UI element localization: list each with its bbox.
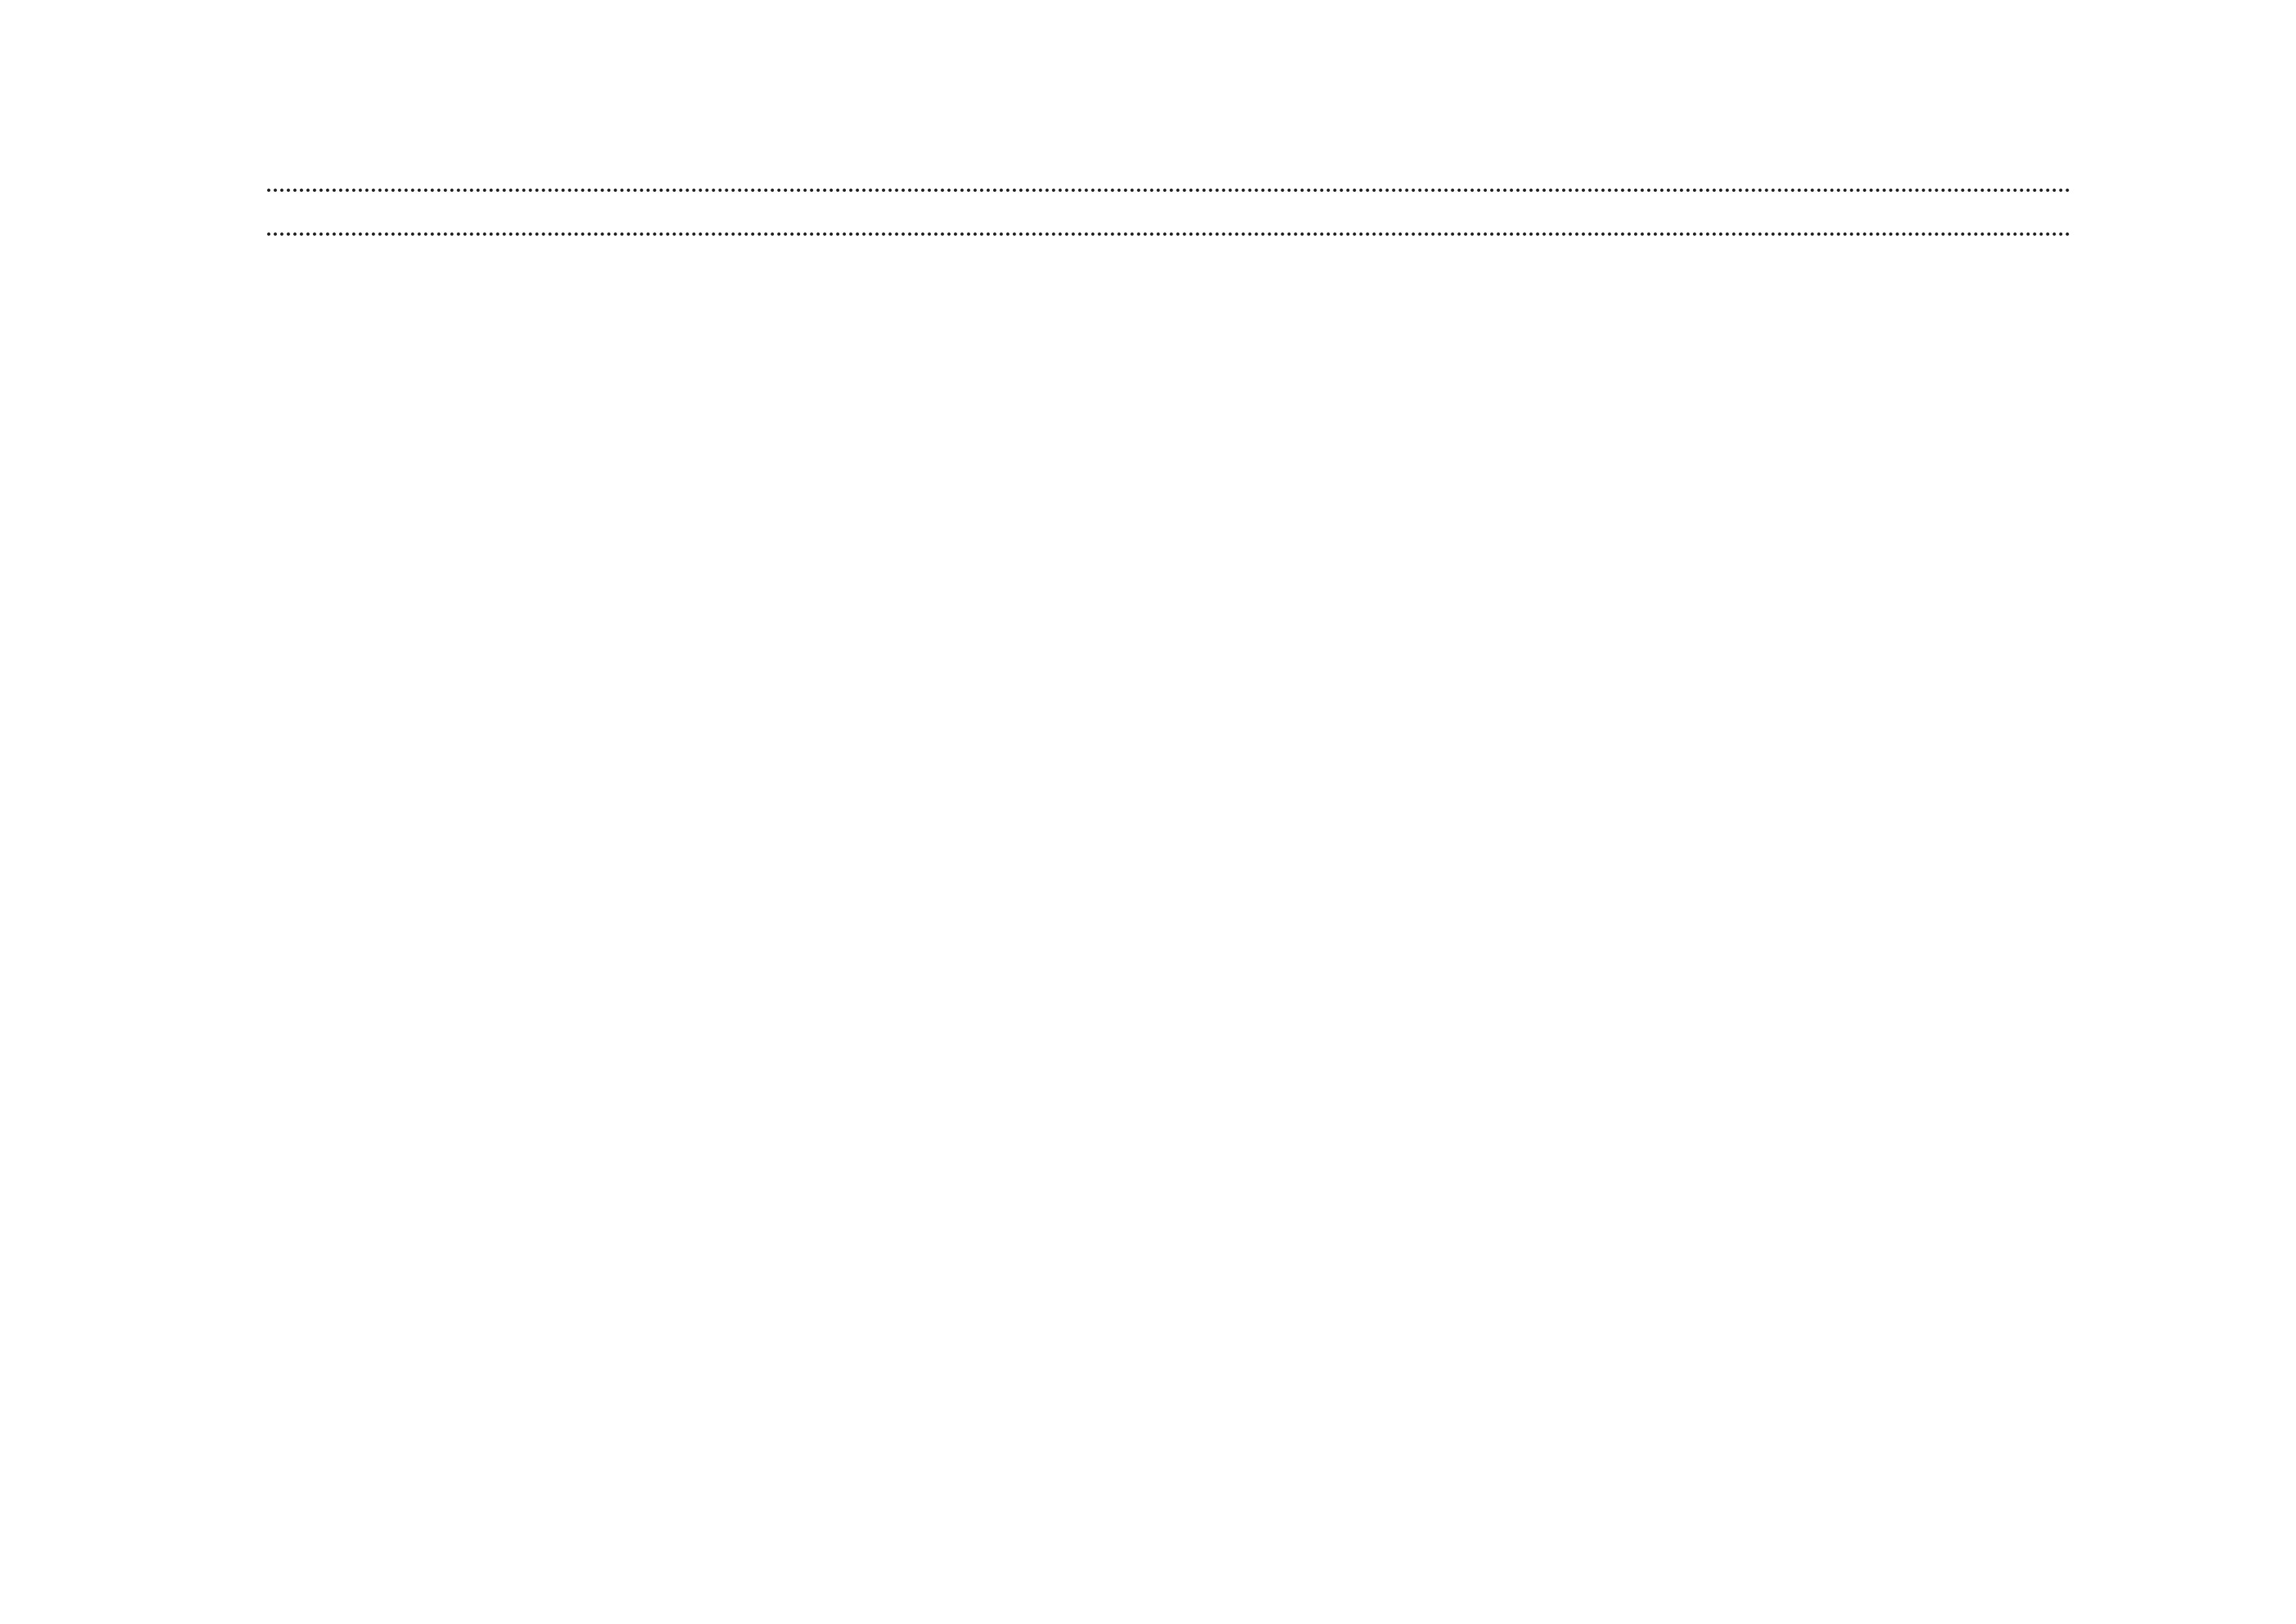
table-top-rule [267,189,2071,192]
table-header-rule [267,232,2071,236]
